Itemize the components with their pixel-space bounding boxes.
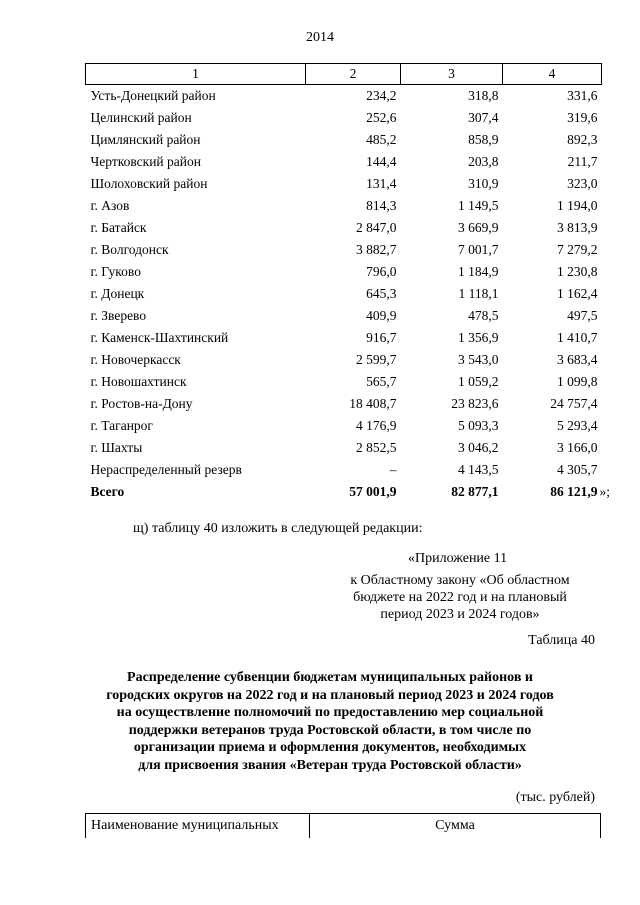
row-value-v2: 2 852,5 — [356, 440, 397, 455]
column-header: 2 — [306, 64, 401, 85]
row-value-v3: 3 046,2 — [458, 440, 499, 455]
row-name: Целинский район — [90, 110, 192, 125]
table-row — [86, 327, 602, 349]
row-value-v4: 4 305,7 — [557, 462, 598, 477]
column-header-sum: Сумма — [310, 814, 601, 839]
row-value-v2: 2 847,0 — [356, 220, 397, 235]
law-reference — [320, 572, 600, 623]
subvention-table-header — [85, 813, 601, 838]
row-name: г. Зверево — [90, 308, 147, 323]
row-value-v3: 3 669,9 — [458, 220, 499, 235]
table-number: Таблица 40 — [528, 633, 595, 648]
total-value-v4: 86 121,9 — [550, 484, 598, 499]
row-value-v2: 796,0 — [366, 264, 397, 279]
row-value-v3: 1 059,2 — [458, 374, 499, 389]
row-value-v2: 645,3 — [366, 286, 397, 301]
heading-line: городских округов на 2022 год и на плановый период 2023 и 2024 годов — [106, 687, 554, 703]
table-row — [86, 349, 602, 371]
row-value-v3: 1 118,1 — [458, 286, 499, 301]
total-value-v4-cell — [503, 481, 611, 503]
row-value-v4: 5 293,4 — [557, 418, 598, 433]
table-row — [86, 371, 602, 393]
table-header-row — [86, 64, 602, 85]
table-row — [86, 261, 602, 283]
column-header: 4 — [503, 64, 602, 85]
row-name: г. Новочеркасск — [90, 352, 181, 367]
row-value-v4: 3 166,0 — [557, 440, 598, 455]
total-value-v3: 82 877,1 — [451, 484, 499, 499]
table-row — [86, 129, 602, 151]
row-name: г. Волгодонск — [90, 242, 169, 257]
row-value-v2: 916,7 — [366, 330, 397, 345]
row-name: г. Гуково — [90, 264, 141, 279]
table-row — [86, 393, 602, 415]
row-value-v4: 319,6 — [567, 110, 598, 125]
row-value-v2: 409,9 — [366, 308, 397, 323]
table-row — [86, 415, 602, 437]
table-row — [86, 107, 602, 129]
row-value-v3: 4 143,5 — [458, 462, 499, 477]
row-value-v4: 1 194,0 — [557, 198, 598, 213]
column-header: 1 — [86, 64, 306, 85]
total-value-v2: 57 001,9 — [349, 484, 397, 499]
appendix-label: «Приложение 11 — [408, 551, 508, 566]
row-name: г. Новошахтинск — [90, 374, 187, 389]
row-value-v4: 323,0 — [567, 176, 598, 191]
row-value-v4: 7 279,2 — [557, 242, 598, 257]
total-label: Всего — [90, 484, 125, 499]
table-row — [86, 217, 602, 239]
row-value-v4: 1 410,7 — [557, 330, 598, 345]
table-row — [86, 305, 602, 327]
row-value-v2: 252,6 — [366, 110, 397, 125]
table-row — [86, 239, 602, 261]
row-name: г. Таганрог — [90, 418, 153, 433]
law-line: к Областному закону «Об областном — [350, 573, 570, 588]
table-row — [86, 195, 602, 217]
row-value-v4: 1 230,8 — [557, 264, 598, 279]
budget-table — [85, 63, 611, 503]
row-value-v3: 3 543,0 — [458, 352, 499, 367]
heading-line: организации приема и оформления документов, необходимых — [133, 740, 527, 755]
row-name: Чертковский район — [90, 154, 201, 169]
row-name: г. Каменск-Шахтинский — [90, 330, 229, 345]
row-value-v2: 565,7 — [366, 374, 397, 389]
column-header-municipality: Наименование муниципальных — [86, 814, 310, 839]
row-value-v2: 2 599,7 — [356, 352, 397, 367]
row-value-v2: 144,4 — [366, 154, 397, 169]
row-value-v4: 1 162,4 — [557, 286, 598, 301]
row-value-v3: 858,9 — [468, 132, 499, 147]
row-value-v2: 3 882,7 — [356, 242, 397, 257]
page-number: 2014 — [306, 30, 334, 45]
table-row — [86, 437, 602, 459]
law-line: бюджете на 2022 год и на плановый — [353, 590, 567, 605]
row-value-v4: 1 099,8 — [557, 374, 598, 389]
table-row — [86, 173, 602, 195]
row-name: г. Шахты — [90, 440, 143, 455]
row-value-v2: 4 176,9 — [356, 418, 397, 433]
table-row — [86, 85, 602, 108]
row-name: Усть-Донецкий район — [90, 88, 216, 103]
row-value-v2: – — [389, 462, 397, 477]
row-value-v4: 3 813,9 — [557, 220, 598, 235]
row-value-v4: 24 757,4 — [550, 396, 598, 411]
row-value-v2: 131,4 — [366, 176, 397, 191]
total-row — [86, 481, 602, 503]
row-value-v2: 485,2 — [366, 132, 397, 147]
table-row — [86, 151, 602, 173]
heading-line: для присвоения звания «Ветеран труда Ростовской области» — [138, 757, 522, 773]
table-row — [86, 283, 602, 305]
row-name: г. Донецк — [90, 286, 145, 301]
row-value-v4: 331,6 — [567, 88, 598, 103]
row-name: г. Ростов-на-Дону — [90, 396, 193, 411]
row-name: Нераспределенный резерв — [90, 462, 242, 477]
law-line: период 2023 и 2024 годов» — [380, 607, 540, 622]
row-value-v3: 478,5 — [468, 308, 499, 323]
column-header: 3 — [401, 64, 503, 85]
row-name: Цимлянский район — [90, 132, 201, 147]
row-value-v3: 1 149,5 — [458, 198, 499, 213]
row-value-v2: 234,2 — [366, 88, 397, 103]
row-value-v2: 18 408,7 — [349, 396, 397, 411]
row-value-v4: 211,7 — [567, 154, 598, 169]
row-value-v3: 318,8 — [468, 88, 499, 103]
row-value-v4: 497,5 — [567, 308, 598, 323]
row-value-v2: 814,3 — [366, 198, 397, 213]
row-value-v3: 23 823,6 — [451, 396, 499, 411]
row-name: г. Батайск — [90, 220, 147, 235]
heading-line: поддержки ветеранов труда Ростовской области, в том числе по — [128, 722, 532, 738]
heading-line: Распределение субвенции бюджетам муниципальных районов и — [127, 670, 533, 685]
row-name: Шолоховский район — [90, 176, 208, 191]
table-row — [86, 459, 602, 481]
row-value-v3: 307,4 — [468, 110, 499, 125]
row-value-v4: 892,3 — [567, 132, 598, 147]
row-value-v3: 5 093,3 — [458, 418, 499, 433]
row-value-v3: 203,8 — [468, 154, 499, 169]
closing-quote: »; — [599, 484, 611, 499]
units-label: (тыс. рублей) — [515, 790, 595, 805]
row-name: г. Азов — [90, 198, 130, 213]
row-value-v3: 7 001,7 — [458, 242, 499, 257]
table-heading — [60, 669, 600, 774]
row-value-v4: 3 683,4 — [557, 352, 598, 367]
row-value-v3: 1 184,9 — [458, 264, 499, 279]
amendment-intro: щ) таблицу 40 изложить в следующей редакции: — [133, 521, 423, 536]
row-value-v3: 1 356,9 — [458, 330, 499, 345]
row-value-v3: 310,9 — [468, 176, 499, 191]
heading-line: на осуществление полномочий по предоставлению мер социальной — [116, 705, 544, 720]
